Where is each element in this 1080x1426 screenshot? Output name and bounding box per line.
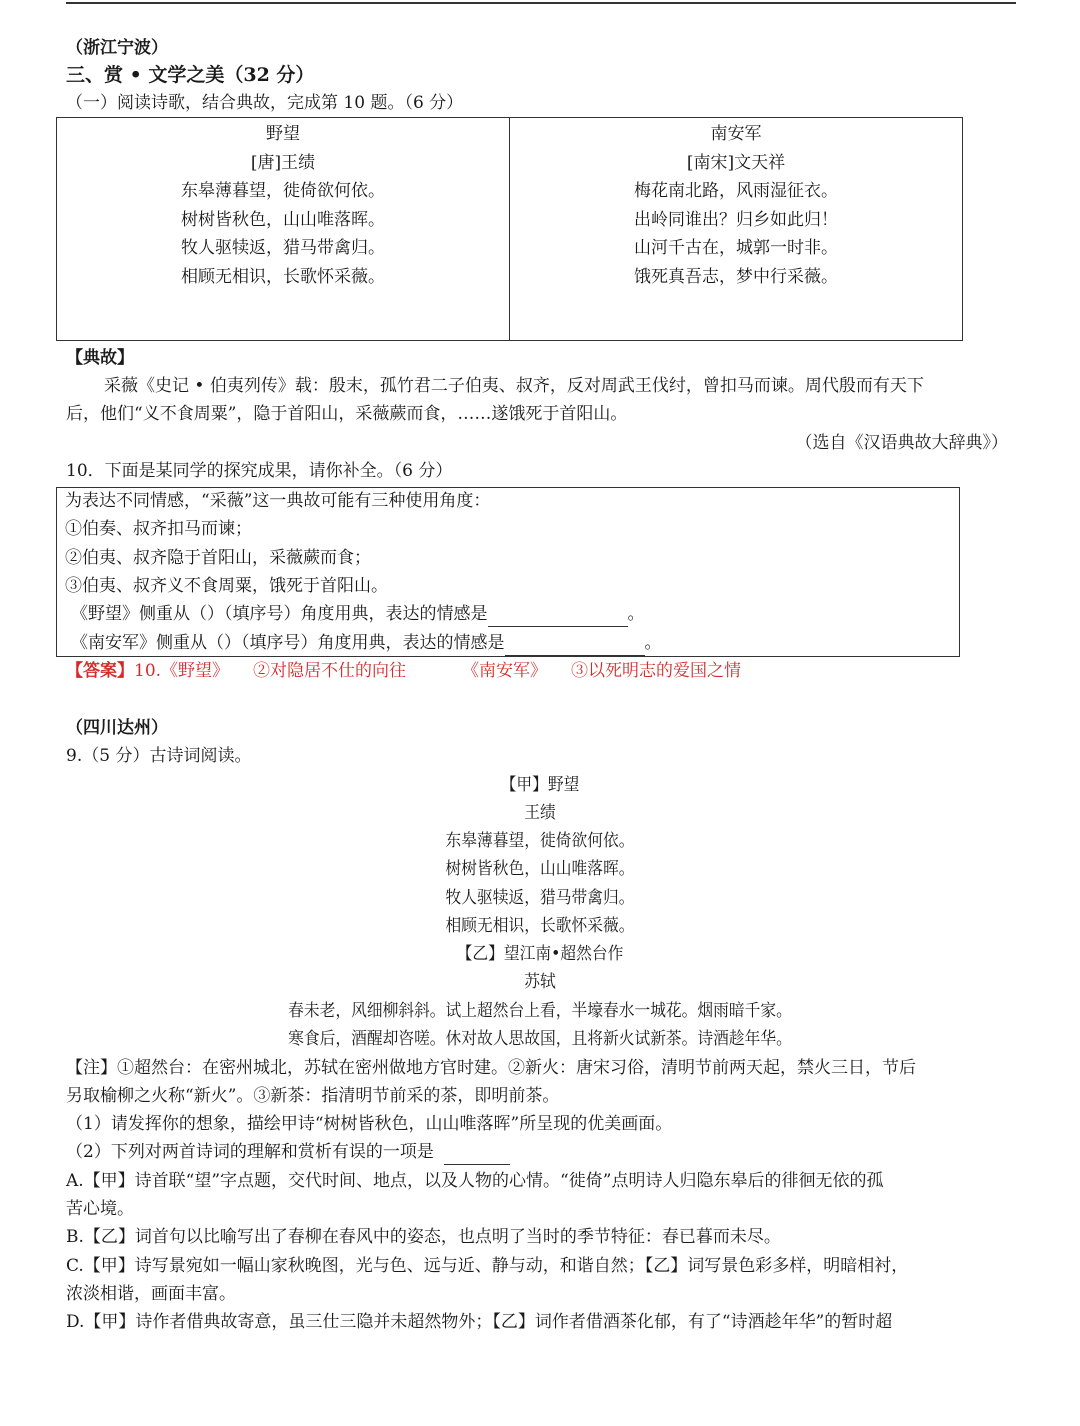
poem-line: 相顾无相识，长歌怀采薇。 bbox=[181, 266, 385, 287]
poem-nananjun-cell bbox=[509, 118, 962, 340]
poem-line: 树树皆秋色，山山唯落晖。 bbox=[181, 209, 385, 230]
poem-author: [唐]王绩 bbox=[250, 152, 316, 173]
fill-prefix: 《野望》侧重从（）（填序号）角度用典，表达的情感是 bbox=[71, 604, 488, 624]
poem-jia-line: 树树皆秋色，山山唯落晖。 bbox=[445, 859, 635, 879]
answer-part: 10.《野望》 bbox=[134, 661, 230, 681]
allusion-text-line: 后，他们“义不食周粟”，隐于首阳山，采薇蕨而食，……遂饿死于首阳山。 bbox=[66, 404, 628, 424]
allusion-text-line: 采薇《史记 • 伯夷列传》载：殷末，孤竹君二子伯夷、叔齐，反对周武王伐纣，曾扣马而谏。周代殷而有天下 bbox=[104, 376, 924, 396]
top-rule bbox=[66, 2, 1016, 4]
answer-line bbox=[66, 659, 741, 683]
option-a-cont: 苦心境。 bbox=[66, 1199, 134, 1219]
poem-jia-author: 王绩 bbox=[524, 803, 556, 823]
fill-suffix: 。 bbox=[627, 604, 645, 624]
poem-yewang-cell bbox=[57, 118, 509, 340]
poem-yi-title: 【乙】望江南•超然台作 bbox=[456, 944, 624, 964]
question-10-prompt: 10．下面是某同学的探究成果，请你补全。（6 分） bbox=[66, 461, 453, 481]
box-line: ③伯夷、叔齐义不食周粟，饿死于首阳山。 bbox=[65, 576, 388, 596]
poem-comparison-table bbox=[56, 117, 963, 341]
poem-title: 野望 bbox=[266, 124, 300, 144]
sub-question-2 bbox=[66, 1140, 510, 1165]
box-line: ②伯夷、叔齐隐于首阳山，采薇蕨而食； bbox=[65, 548, 371, 568]
fill-line-nananjun bbox=[71, 631, 662, 656]
answer-part: ③以死明志的爱国之情 bbox=[571, 661, 742, 681]
poem-line: 山河千古在，城郭一时非。 bbox=[634, 238, 838, 258]
note-line: 另取榆柳之火称“新火”。③新茶：指清明节前采的茶，即明前茶。 bbox=[66, 1086, 560, 1106]
poem-jia-line: 牧人驱犊返，猎马带禽归。 bbox=[445, 888, 635, 908]
part-one-instruction: （一）阅读诗歌，结合典故，完成第 10 题。（6 分） bbox=[66, 93, 464, 113]
answer-blank[interactable] bbox=[505, 631, 645, 656]
poem-line: 牧人驱犊返，猎马带禽归。 bbox=[181, 238, 385, 258]
box-line: ①伯奏、叔齐扣马而谏； bbox=[65, 519, 252, 539]
allusion-heading: 【典故】 bbox=[66, 348, 134, 368]
question-9-prompt: 9.（5 分）古诗词阅读。 bbox=[66, 746, 252, 766]
poem-yi-line: 春未老，风细柳斜斜。试上超然台上看，半壕春水一城花。烟雨暗千家。 bbox=[288, 1001, 792, 1021]
allusion-source: （选自《汉语典故大辞典》） bbox=[795, 433, 1008, 453]
sub-question-1: （1）请发挥你的想象，描绘甲诗“树树皆秋色，山山唯落晖”所呈现的优美画面。 bbox=[66, 1114, 673, 1134]
poem-jia-title: 【甲】野望 bbox=[500, 775, 580, 795]
option-d: D.【甲】诗作者借典故寄意，虽三仕三隐并未超然物外；【乙】词作者借酒茶化郁，有了“诗酒趁年华”的暂时超 bbox=[66, 1312, 893, 1332]
poem-jia-line: 相顾无相识，长歌怀采薇。 bbox=[445, 916, 635, 936]
region-label-zhejiang: （浙江宁波） bbox=[66, 38, 168, 58]
box-line: 为表达不同情感，“采薇”这一典故可能有三种使用角度： bbox=[65, 491, 491, 511]
fill-line-yewang bbox=[71, 602, 645, 627]
poem-line: 出岭同谁出？归乡如此归！ bbox=[634, 209, 838, 230]
option-a: A.【甲】诗首联“望”字点题，交代时间、地点，以及人物的心情。“徙倚”点明诗人归隐东皋后的徘徊无依的孤 bbox=[66, 1171, 884, 1191]
poem-title: 南安军 bbox=[710, 124, 762, 144]
answer-blank[interactable] bbox=[444, 1140, 510, 1165]
section-title: 三、赏 • 文学之美（32 分） bbox=[66, 64, 315, 86]
note-line: 【注】①超然台：在密州城北，苏轼在密州做地方官时建。②新火：唐宋习俗，清明节前两天起，禁火三日，节后 bbox=[66, 1058, 916, 1078]
poem-yi-author: 苏轼 bbox=[524, 972, 556, 992]
fill-prefix: 《南安军》侧重从（）（填序号）角度用典，表达的情感是 bbox=[71, 633, 505, 653]
option-c-cont: 浓淡相谐，画面丰富。 bbox=[66, 1284, 236, 1304]
option-c: C.【甲】诗写景宛如一幅山家秋晚图，光与色、远与近、静与动，和谐自然；【乙】词写景色彩多样，明暗相衬， bbox=[66, 1256, 909, 1276]
answer-part: ②对隐居不仕的向往 bbox=[253, 661, 407, 681]
answer-part: 《南安军》 bbox=[462, 661, 548, 681]
poem-yi-line: 寒食后，酒醒却咨嗟。休对故人思故国，且将新火试新茶。诗酒趁年华。 bbox=[288, 1029, 792, 1049]
sub-question-2-text: （2）下列对两首诗词的理解和赏析有误的一项是 bbox=[66, 1142, 434, 1162]
region-label-sichuan: （四川达州） bbox=[66, 718, 168, 738]
poem-author: [南宋]文天祥 bbox=[686, 152, 786, 173]
poem-line: 东皋薄暮望，徙倚欲何依。 bbox=[181, 181, 385, 201]
answer-label: 【答案】 bbox=[66, 661, 134, 681]
poem-jia-line: 东皋薄暮望，徙倚欲何依。 bbox=[445, 831, 635, 851]
poem-line: 梅花南北路，风雨湿征衣。 bbox=[634, 181, 838, 201]
poem-line: 饿死真吾志，梦中行采薇。 bbox=[634, 266, 838, 287]
answer-blank[interactable] bbox=[488, 602, 628, 627]
option-b: B.【乙】词首句以比喻写出了春柳在春风中的姿态，也点明了当时的季节特征：春已暮而未尽。 bbox=[66, 1227, 781, 1247]
fill-suffix: 。 bbox=[644, 633, 662, 653]
exploration-box bbox=[56, 487, 960, 657]
